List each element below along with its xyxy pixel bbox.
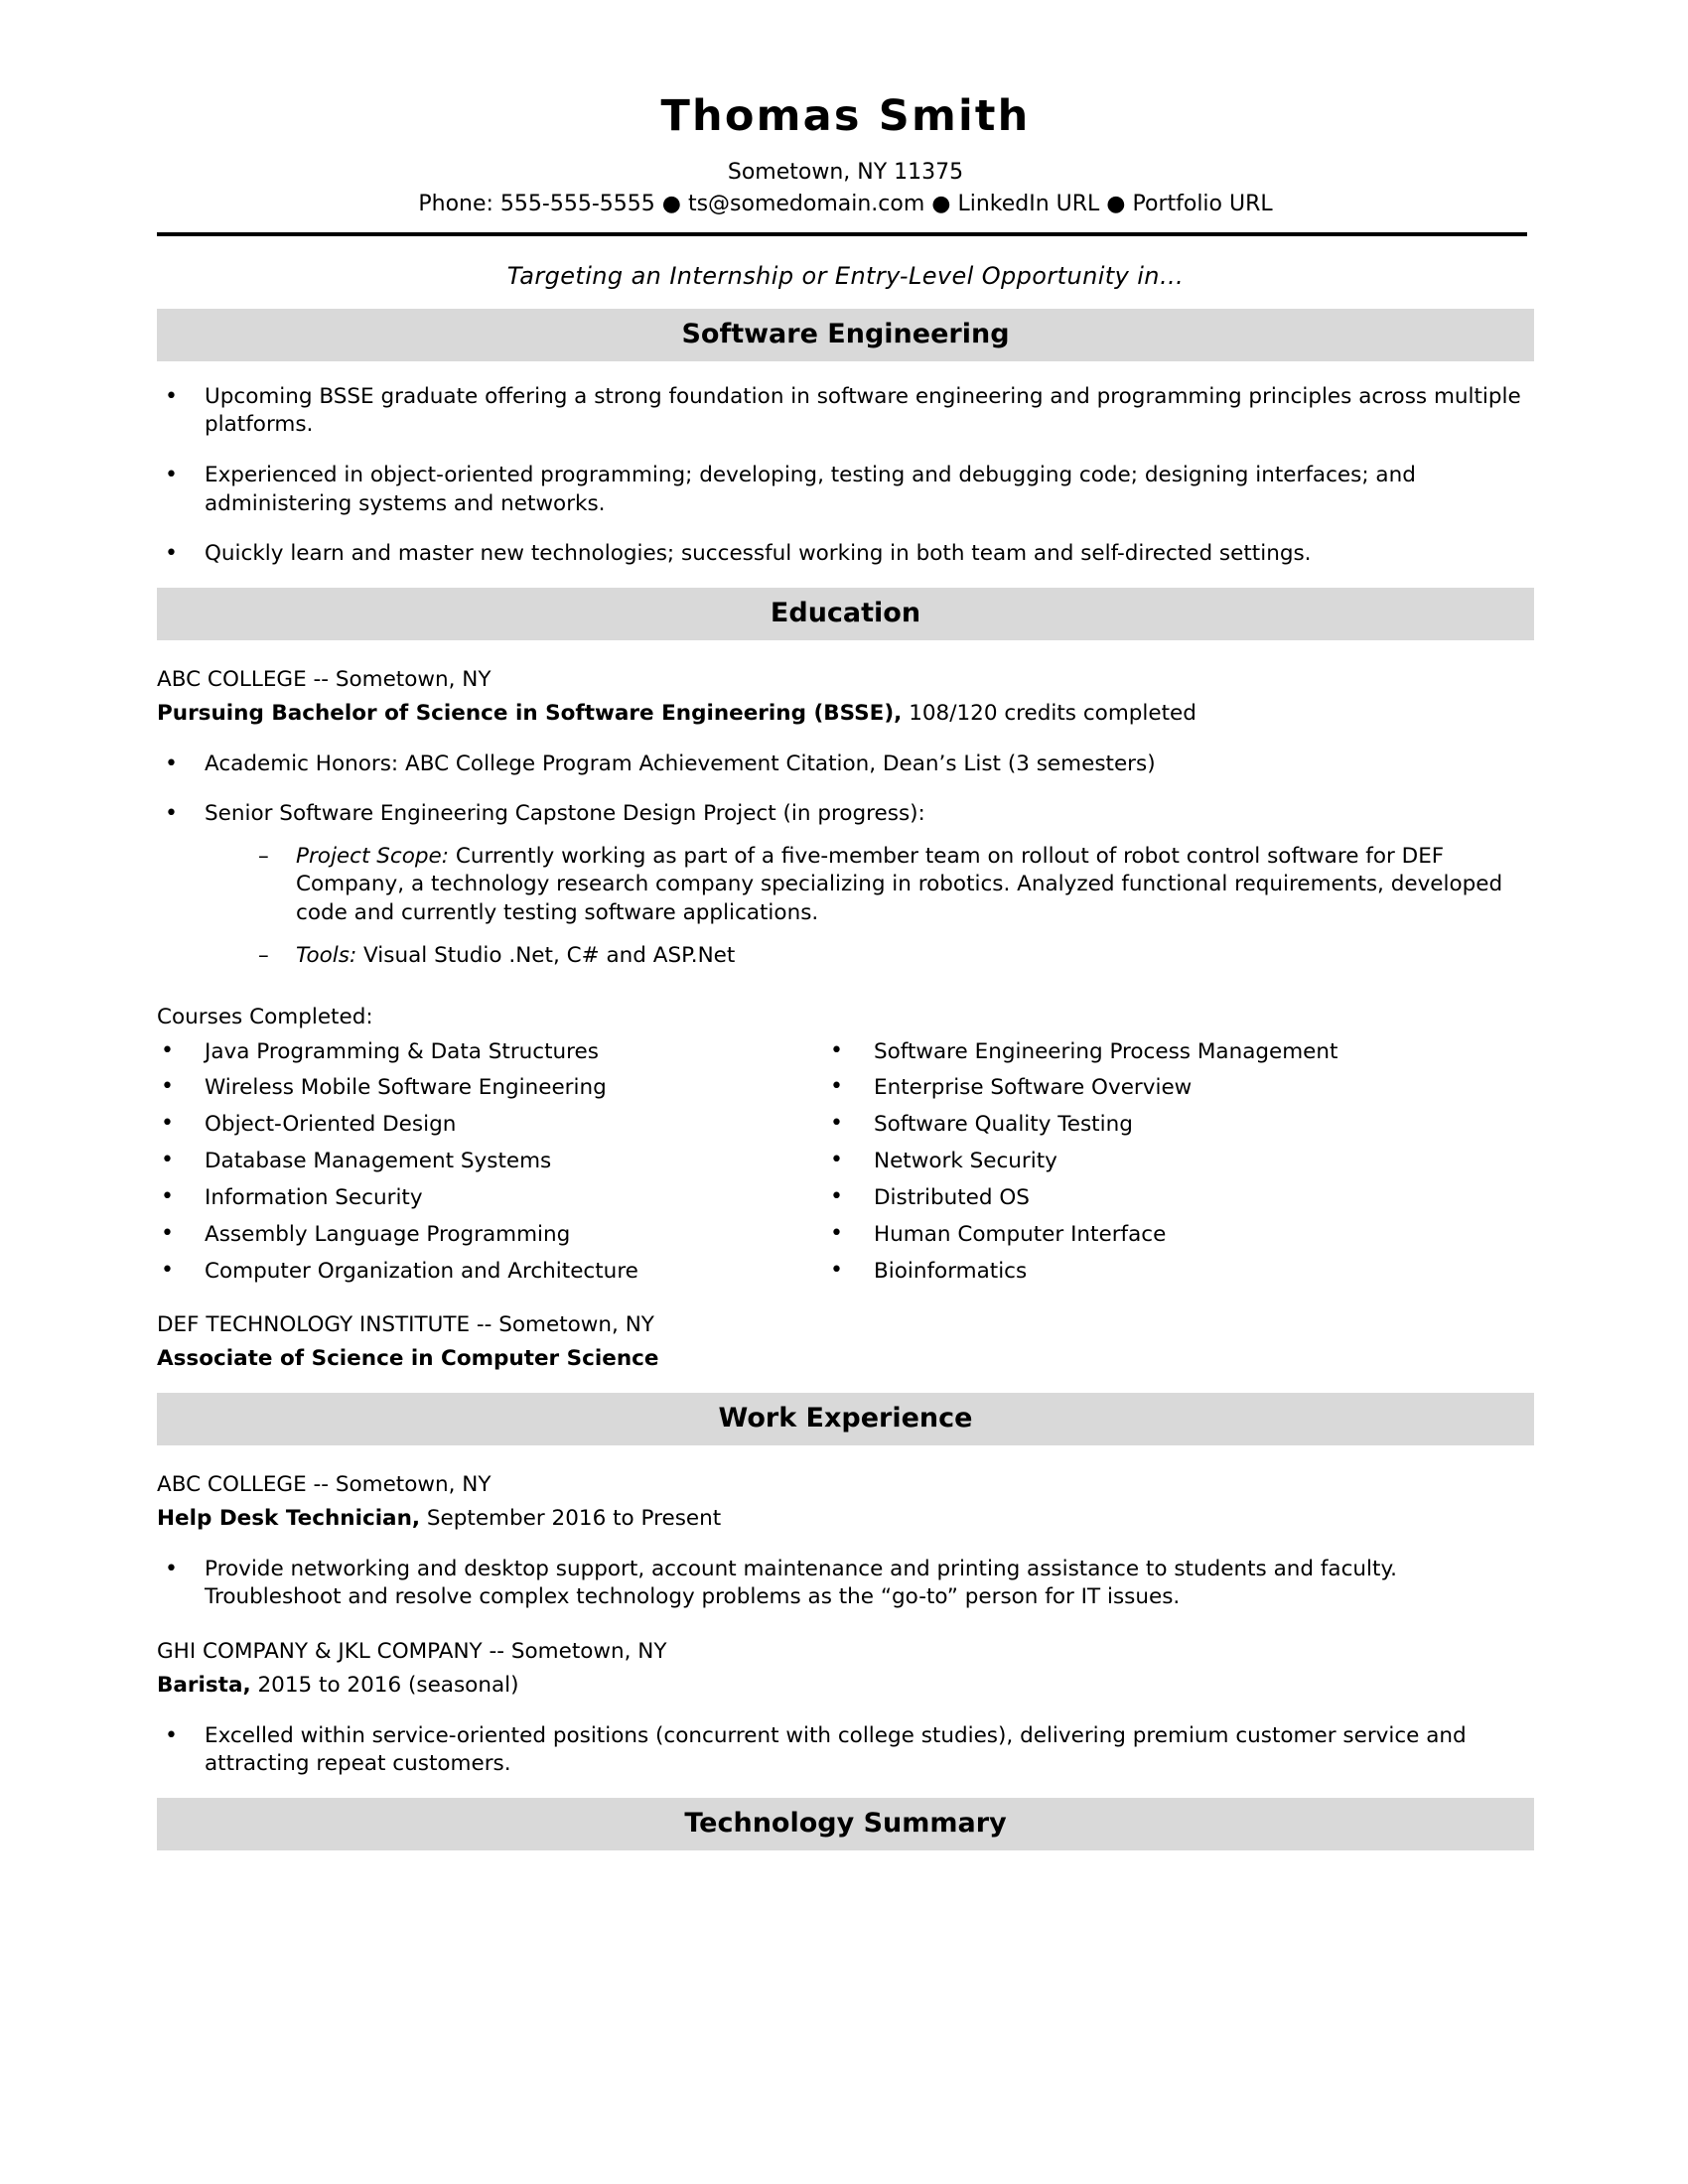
job-title-2: Barista,	[157, 1673, 251, 1699]
course-name: Human Computer Interface	[874, 1222, 1167, 1248]
list-item	[826, 1038, 1495, 1066]
list-item	[157, 540, 1534, 569]
courses-list-left	[157, 1038, 826, 1287]
education-bullet-text: Academic Honors: ABC College Program Achievement Citation, Dean’s List (3 semesters)	[205, 751, 1156, 776]
bullet-icon: •	[830, 1258, 843, 1284]
section-header-software-engineering: Software Engineering	[157, 309, 1534, 361]
dash-icon: –	[258, 942, 269, 968]
bullet-icon: •	[161, 1184, 174, 1210]
bullet-icon: •	[165, 1556, 178, 1581]
summary-bullet-text: Experienced in object-oriented programming; developing, testing and debugging code; designing interfaces; and administering systems and networks.	[205, 463, 1416, 516]
list-item	[157, 1038, 826, 1066]
courses-completed-label: Courses Completed:	[157, 1005, 373, 1030]
course-name: Information Security	[205, 1185, 423, 1211]
job-title-1: Help Desk Technician,	[157, 1506, 421, 1532]
bullet-icon: •	[165, 541, 178, 567]
bullet-icon: •	[161, 1258, 174, 1284]
job-title-line-2	[157, 1672, 1534, 1700]
bullet-icon: •	[830, 1184, 843, 1210]
bullet-icon: •	[165, 383, 178, 409]
bullet-icon: •	[830, 1037, 843, 1063]
capstone-sub-text: Visual Studio .Net, C# and ASP.Net	[356, 942, 736, 968]
candidate-location: Sometown, NY 11375	[727, 160, 964, 185]
capstone-sub-bullet-list	[205, 843, 1534, 970]
bullet-icon: •	[165, 751, 178, 776]
section-header-education: Education	[157, 588, 1534, 640]
resume-content	[157, 0, 1534, 1850]
dash-icon: –	[258, 843, 269, 869]
list-item	[205, 942, 1534, 971]
bullet-icon: •	[161, 1074, 174, 1100]
summary-bullet-text: Upcoming BSSE graduate offering a strong foundation in software engineering and programming principles across multiple platforms.	[205, 383, 1521, 438]
list-item	[826, 1184, 1495, 1212]
capstone-sub-text: Currently working as part of a five-member team on rollout of robot control software for DEF Company, a technology research company specializing in robotics. Analyzed functional requirements, developed code and currently testing software applications.	[296, 843, 1503, 925]
job-title-line-1	[157, 1505, 1534, 1533]
list-item	[157, 800, 1534, 970]
summary-bullet-text: Quickly learn and master new technologies; successful working in both team and self-directed settings.	[205, 541, 1312, 567]
job-bullet-text: Provide networking and desktop support, account maintenance and printing assistance to students and faculty. Troubleshoot and resolve complex technology problems as the “go-to” person for IT issues.	[205, 1556, 1397, 1610]
bullet-icon: •	[165, 1722, 178, 1748]
list-item	[826, 1074, 1495, 1102]
capstone-sub-label: Project Scope:	[296, 843, 449, 869]
bullet-icon: •	[830, 1221, 843, 1247]
bullet-icon: •	[161, 1221, 174, 1247]
list-item	[157, 1722, 1534, 1779]
header-divider-rule	[157, 232, 1527, 236]
job-dates-2: 2015 to 2016 (seasonal)	[250, 1673, 519, 1699]
bullet-icon: •	[830, 1148, 843, 1173]
bullet-icon: •	[165, 463, 178, 488]
section-header-technology-summary: Technology Summary	[157, 1798, 1534, 1850]
bullet-icon: •	[161, 1037, 174, 1063]
course-name: Wireless Mobile Software Engineering	[205, 1075, 607, 1101]
job-employer-1: ABC COLLEGE -- Sometown, NY	[157, 1471, 492, 1497]
list-item	[157, 383, 1534, 440]
list-item	[157, 1556, 1534, 1612]
list-item	[826, 1148, 1495, 1175]
list-item	[157, 1148, 826, 1175]
education-bullet-text: Senior Software Engineering Capstone Design Project (in progress):	[205, 801, 925, 827]
course-name: Software Quality Testing	[874, 1112, 1133, 1138]
course-name: Database Management Systems	[205, 1149, 552, 1174]
list-item	[157, 1258, 826, 1286]
courses-list-right	[826, 1038, 1495, 1287]
list-item	[826, 1258, 1495, 1286]
education-degree-title-1: Pursuing Bachelor of Science in Software Engineering (BSSE),	[157, 701, 903, 727]
candidate-contact-line: Phone: 555-555-5555 ● ts@somedomain.com ● LinkedIn URL ● Portfolio URL	[418, 192, 1273, 217]
education-bullet-list	[157, 751, 1534, 971]
job-employer-2: GHI COMPANY & JKL COMPANY -- Sometown, NY	[157, 1638, 667, 1664]
job-bullet-text: Excelled within service-oriented positions (concurrent with college studies), delivering premium customer service and attracting repeat customers.	[205, 1722, 1467, 1777]
bullet-icon: •	[830, 1111, 843, 1137]
list-item	[157, 751, 1534, 779]
bullet-icon: •	[830, 1074, 843, 1100]
summary-bullet-list	[157, 383, 1534, 569]
course-name: Bioinformatics	[874, 1259, 1028, 1285]
course-name: Computer Organization and Architecture	[205, 1259, 638, 1285]
education-degree-2	[157, 1345, 1534, 1373]
candidate-name: Thomas Smith	[660, 91, 1031, 141]
courses-columns	[157, 1038, 1534, 1287]
list-item	[205, 843, 1534, 928]
bullet-icon: •	[161, 1111, 174, 1137]
course-name: Object-Oriented Design	[205, 1112, 457, 1138]
list-item	[157, 462, 1534, 518]
capstone-sub-label: Tools:	[296, 942, 357, 968]
education-degree-1	[157, 700, 1534, 728]
job-bullet-list-1	[157, 1556, 1534, 1612]
list-item	[157, 1184, 826, 1212]
course-name: Enterprise Software Overview	[874, 1075, 1193, 1101]
course-name: Network Security	[874, 1149, 1057, 1174]
list-item	[826, 1221, 1495, 1249]
job-bullet-list-2	[157, 1722, 1534, 1779]
courses-column-right	[826, 1038, 1495, 1287]
education-school-name-1: ABC COLLEGE -- Sometown, NY	[157, 666, 492, 692]
education-school-name-2: DEF TECHNOLOGY INSTITUTE -- Sometown, NY	[157, 1312, 654, 1338]
course-name: Assembly Language Programming	[205, 1222, 571, 1248]
bullet-icon: •	[165, 801, 178, 827]
course-name: Java Programming & Data Structures	[205, 1038, 599, 1064]
list-item	[157, 1074, 826, 1102]
education-degree-title-2: Associate of Science in Computer Science	[157, 1346, 659, 1372]
course-name: Distributed OS	[874, 1185, 1030, 1211]
list-item	[826, 1111, 1495, 1139]
courses-column-left	[157, 1038, 826, 1287]
course-name: Software Engineering Process Management	[874, 1038, 1338, 1064]
targeting-statement: Targeting an Internship or Entry-Level Opportunity in…	[506, 261, 1185, 290]
list-item	[157, 1111, 826, 1139]
list-item	[157, 1221, 826, 1249]
bullet-icon: •	[161, 1148, 174, 1173]
education-degree-detail-1: 108/120 credits completed	[902, 701, 1196, 727]
section-header-work-experience: Work Experience	[157, 1393, 1534, 1445]
job-dates-1: September 2016 to Present	[420, 1506, 722, 1532]
